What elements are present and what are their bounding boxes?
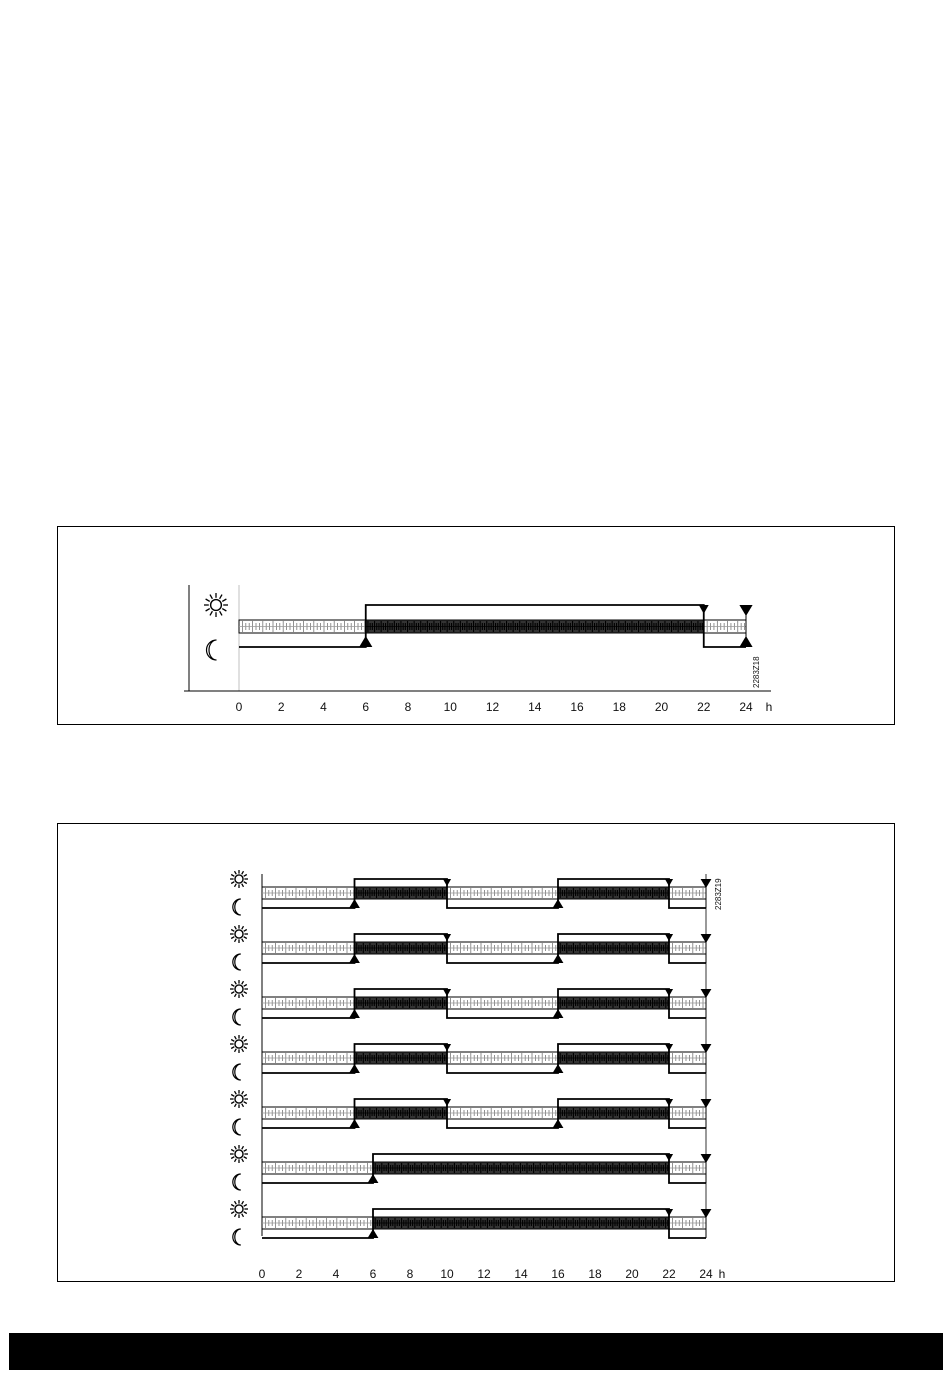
program-row-2 bbox=[262, 934, 711, 963]
footer-bar bbox=[9, 1333, 943, 1370]
switch-off-arrow bbox=[443, 879, 451, 886]
sun-icon bbox=[230, 980, 248, 998]
daily-program-panel bbox=[57, 526, 895, 725]
switch-on-arrow bbox=[359, 636, 372, 647]
program-row-3 bbox=[262, 989, 711, 1018]
x-tick-label: 18 bbox=[612, 700, 626, 714]
switch-off-arrow bbox=[443, 1099, 451, 1106]
sun-icon bbox=[230, 1090, 248, 1108]
switch-on-arrow bbox=[368, 1174, 379, 1183]
x-tick-label: 8 bbox=[404, 700, 412, 714]
x-tick-label: 2 bbox=[295, 1267, 303, 1281]
switch-on-arrow bbox=[553, 1119, 564, 1128]
sun-icon bbox=[230, 925, 248, 943]
switch-off-arrow bbox=[699, 605, 709, 614]
switch-off-arrow bbox=[443, 989, 451, 996]
x-tick-label: 18 bbox=[588, 1267, 602, 1281]
switch-off-arrow bbox=[665, 1154, 673, 1161]
weekly-program-chart bbox=[58, 824, 896, 1283]
program-row-7 bbox=[262, 1209, 711, 1238]
moon-icon bbox=[233, 899, 241, 915]
x-tick-label: 14 bbox=[514, 1267, 528, 1281]
x-tick-label: 20 bbox=[625, 1267, 639, 1281]
switch-on-arrow bbox=[553, 954, 564, 963]
x-unit-label: h bbox=[765, 700, 773, 714]
program-row-6 bbox=[262, 1154, 711, 1183]
x-tick-label: 20 bbox=[654, 700, 669, 714]
x-tick-label: 8 bbox=[406, 1267, 414, 1281]
daily-program-chart bbox=[58, 527, 896, 726]
moon-icon bbox=[233, 1229, 241, 1245]
moon-icon bbox=[233, 1064, 241, 1080]
switch-on-arrow bbox=[349, 954, 360, 963]
x-tick-label: 6 bbox=[362, 700, 370, 714]
weekly-program-panel bbox=[57, 823, 895, 1282]
sun-icon bbox=[230, 1200, 248, 1218]
figure-code: 2283Z18 bbox=[752, 656, 761, 688]
switch-on-arrow bbox=[368, 1229, 379, 1238]
x-tick-label: 12 bbox=[485, 700, 500, 714]
switch-off-arrow bbox=[443, 934, 451, 941]
moon-icon bbox=[233, 954, 241, 970]
x-tick-label: 22 bbox=[662, 1267, 676, 1281]
x-tick-label: 6 bbox=[369, 1267, 377, 1281]
x-tick-label: 4 bbox=[332, 1267, 340, 1281]
x-tick-label: 22 bbox=[697, 700, 711, 714]
x-tick-label: 16 bbox=[570, 700, 584, 714]
program-row-5 bbox=[262, 1099, 711, 1128]
switch-off-arrow bbox=[665, 1099, 673, 1106]
x-tick-label: 2 bbox=[277, 700, 285, 714]
x-tick-label: 16 bbox=[551, 1267, 565, 1281]
x-tick-label: 0 bbox=[235, 700, 243, 714]
x-tick-label: 0 bbox=[258, 1267, 266, 1281]
switch-off-arrow bbox=[665, 879, 673, 886]
x-tick-label: 14 bbox=[528, 700, 542, 714]
x-unit-label: h bbox=[718, 1267, 726, 1281]
switch-on-arrow bbox=[553, 1064, 564, 1073]
x-tick-label: 10 bbox=[440, 1267, 454, 1281]
x-tick-label: 24 bbox=[699, 1267, 713, 1281]
switch-off-arrow bbox=[665, 989, 673, 996]
program-row-4 bbox=[262, 1044, 711, 1073]
x-tick-label: 10 bbox=[443, 700, 457, 714]
figure-code: 2283Z19 bbox=[714, 878, 723, 910]
switch-off-arrow bbox=[443, 1044, 451, 1051]
sun-icon bbox=[230, 1035, 248, 1053]
moon-icon bbox=[233, 1119, 241, 1135]
switch-on-arrow bbox=[349, 1009, 360, 1018]
switch-on-arrow bbox=[349, 899, 360, 908]
moon-icon bbox=[207, 640, 217, 660]
x-tick-label: 12 bbox=[477, 1267, 491, 1281]
switch-off-arrow bbox=[665, 1044, 673, 1051]
moon-icon bbox=[233, 1174, 241, 1190]
switch-on-arrow bbox=[553, 1009, 564, 1018]
switch-on-arrow bbox=[349, 1119, 360, 1128]
sun-icon bbox=[230, 1145, 248, 1163]
sun-icon bbox=[204, 593, 228, 617]
x-tick-label: 24 bbox=[739, 700, 753, 714]
moon-icon bbox=[233, 1009, 241, 1025]
switch-off-arrow bbox=[665, 1209, 673, 1216]
x-tick-label: 4 bbox=[320, 700, 327, 714]
switch-on-arrow bbox=[553, 899, 564, 908]
switch-on-arrow bbox=[349, 1064, 360, 1073]
program-row-1 bbox=[239, 605, 753, 647]
program-row-1 bbox=[262, 879, 711, 908]
switch-off-arrow bbox=[665, 934, 673, 941]
sun-icon bbox=[230, 870, 248, 888]
